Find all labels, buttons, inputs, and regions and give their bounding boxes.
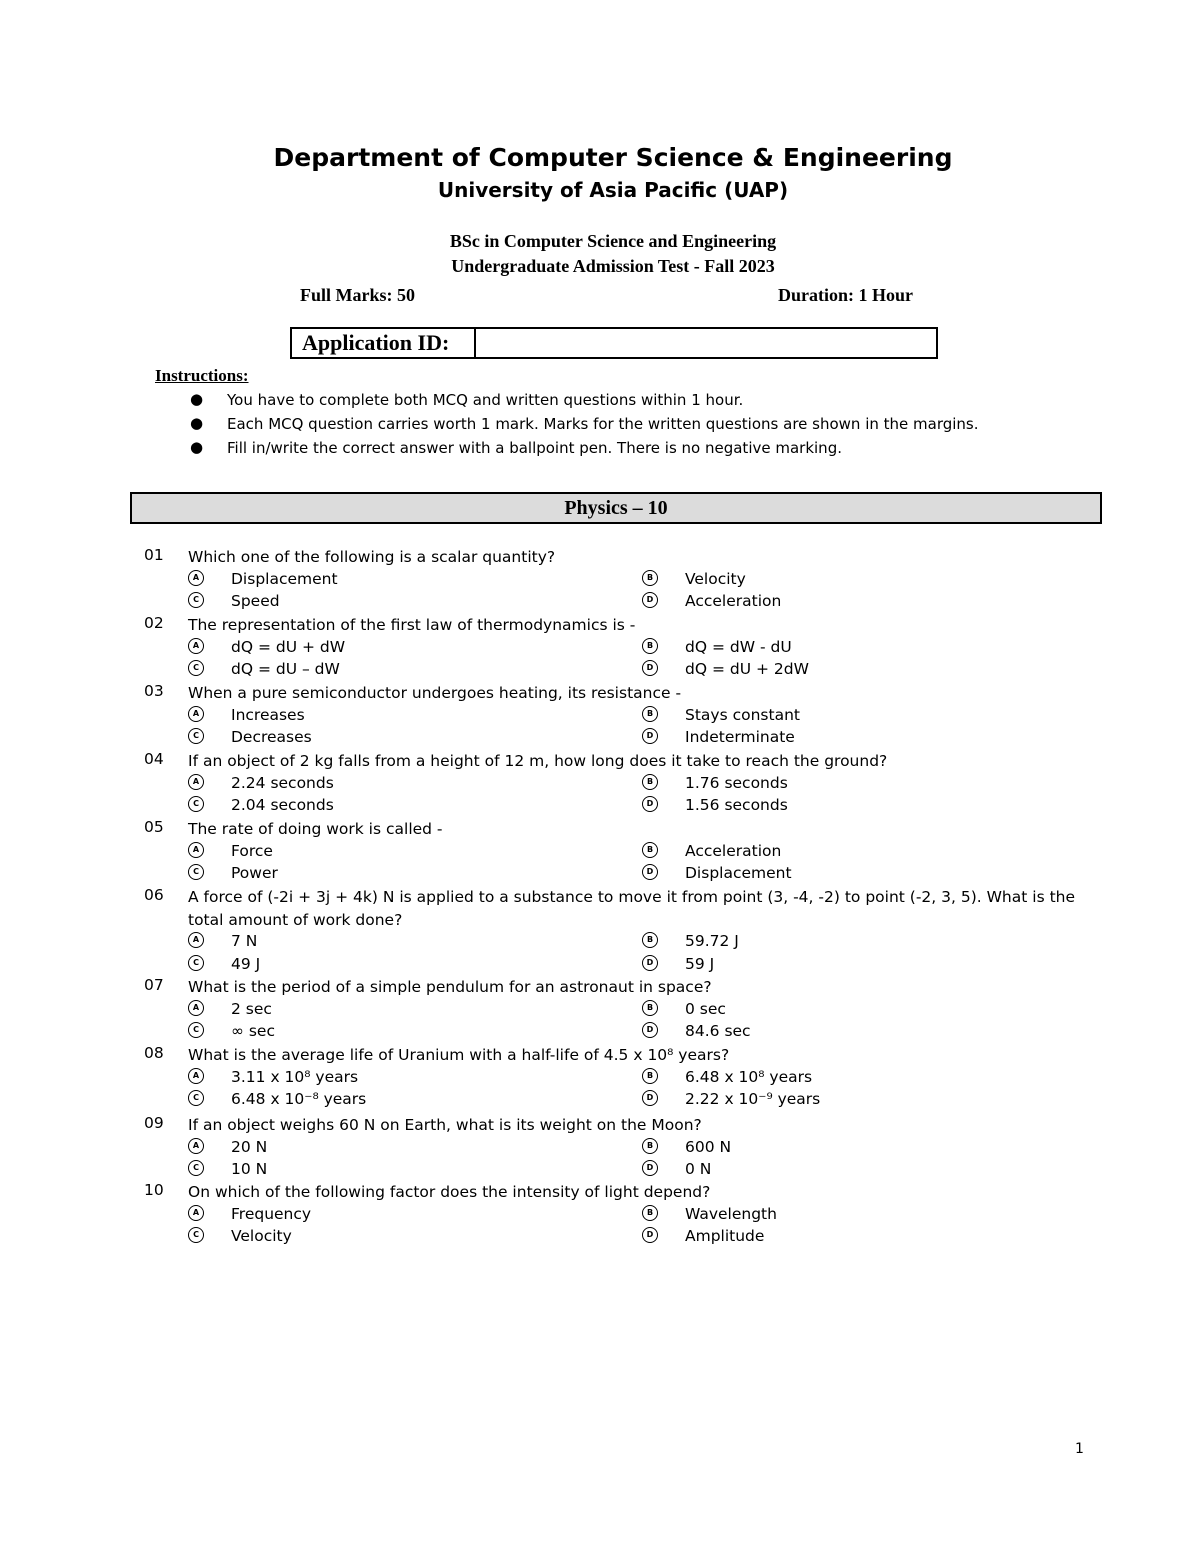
option-c-bubble[interactable]: C — [188, 728, 204, 744]
full-marks: Full Marks: 50 — [300, 285, 415, 305]
page-number: 1 — [1075, 1441, 1084, 1457]
option-text: 2.24 seconds — [231, 773, 334, 792]
question-number: 03 — [144, 682, 164, 700]
instruction-item: ● Fill in/write the correct answer with a ballpoint pen. There is no negative marking. — [190, 438, 842, 457]
option-text: Wavelength — [685, 1204, 777, 1223]
question-text: On which of the following factor does the intensity of light depend? — [188, 1183, 711, 1201]
option-text: dQ = dU + 2dW — [685, 660, 809, 679]
option-text: 1.76 seconds — [685, 773, 788, 792]
option-d-bubble[interactable]: D — [642, 592, 658, 608]
option-d-bubble[interactable]: D — [642, 1227, 658, 1243]
option-b-bubble[interactable]: B — [642, 774, 658, 790]
question-text: What is the period of a simple pendulum for an astronaut in space? — [188, 978, 712, 996]
instruction-item: ● Each MCQ question carries worth 1 mark. Marks for the written questions are shown in the margins. — [190, 414, 979, 433]
bullet-icon: ● — [190, 438, 204, 456]
question-number: 06 — [144, 886, 164, 904]
question-text: When a pure semiconductor undergoes heating, its resistance - — [188, 684, 682, 702]
option-text: 1.56 seconds — [685, 796, 788, 815]
option-text: Power — [231, 864, 278, 883]
question-number: 05 — [144, 818, 164, 836]
option-text: Acceleration — [685, 841, 782, 860]
university-title: University of Asia Pacific (UAP) — [437, 178, 789, 202]
question-text: The representation of the first law of thermodynamics is - — [188, 616, 636, 634]
option-b-bubble[interactable]: B — [642, 638, 658, 654]
option-text: 2.22 x 10⁻⁹ years — [685, 1090, 821, 1109]
option-text: 20 N — [231, 1137, 268, 1156]
option-a-bubble[interactable]: A — [188, 1138, 204, 1154]
program-title: BSc in Computer Science and Engineering — [449, 231, 777, 251]
question-number: 04 — [144, 750, 164, 768]
option-c-bubble[interactable]: C — [188, 660, 204, 676]
option-text: Velocity — [231, 1227, 292, 1246]
option-text: Frequency — [231, 1204, 312, 1223]
option-c-bubble[interactable]: C — [188, 955, 204, 971]
option-text: 2 sec — [231, 999, 272, 1018]
question-text: A force of (-2i + 3j + 4k) N is applied to a substance to move it from point (3, -4, -2) to point (-2, 3, 5). What is the total amount of work done? — [188, 888, 1076, 929]
question-number: 01 — [144, 546, 164, 564]
option-d-bubble[interactable]: D — [642, 1160, 658, 1176]
option-text: Displacement — [231, 569, 338, 588]
instruction-item: ● You have to complete both MCQ and written questions within 1 hour. — [190, 390, 744, 409]
question-number: 07 — [144, 976, 164, 994]
option-text: Increases — [231, 705, 305, 724]
option-text: 7 N — [231, 932, 258, 951]
option-text: 10 N — [231, 1160, 268, 1179]
option-c-bubble[interactable]: C — [188, 1160, 204, 1176]
application-id-box — [290, 327, 938, 359]
option-text: 59 J — [685, 954, 715, 973]
option-text: Decreases — [231, 728, 312, 747]
option-d-bubble[interactable]: D — [642, 728, 658, 744]
option-text: dQ = dU – dW — [231, 660, 340, 679]
option-text: 6.48 x 10⁻⁸ years — [231, 1090, 367, 1109]
option-a-bubble[interactable]: A — [188, 932, 204, 948]
option-d-bubble[interactable]: D — [642, 955, 658, 971]
option-a-bubble[interactable]: A — [188, 1068, 204, 1084]
option-c-bubble[interactable]: C — [188, 796, 204, 812]
bullet-icon: ● — [190, 414, 204, 432]
bullet-icon: ● — [190, 390, 204, 408]
duration: Duration: 1 Hour — [778, 285, 913, 305]
option-text: Speed — [231, 592, 280, 611]
option-c-bubble[interactable]: C — [188, 864, 204, 880]
question-number: 10 — [144, 1181, 164, 1199]
exam-title: Undergraduate Admission Test - Fall 2023 — [451, 256, 775, 276]
option-b-bubble[interactable]: B — [642, 932, 658, 948]
option-a-bubble[interactable]: A — [188, 1205, 204, 1221]
option-text: dQ = dW - dU — [685, 637, 792, 656]
option-text: ∞ sec — [231, 1022, 275, 1041]
option-text: Velocity — [685, 569, 746, 588]
option-d-bubble[interactable]: D — [642, 660, 658, 676]
option-text: Amplitude — [685, 1227, 765, 1246]
option-d-bubble[interactable]: D — [642, 1022, 658, 1038]
option-b-bubble[interactable]: B — [642, 1000, 658, 1016]
option-c-bubble[interactable]: C — [188, 1227, 204, 1243]
option-b-bubble[interactable]: B — [642, 1205, 658, 1221]
option-b-bubble[interactable]: B — [642, 1138, 658, 1154]
option-text: dQ = dU + dW — [231, 637, 346, 656]
option-text: 59.72 J — [685, 932, 739, 951]
option-text: Stays constant — [685, 705, 800, 724]
question-number: 08 — [144, 1044, 164, 1062]
application-id-field[interactable] — [476, 329, 936, 357]
option-text: Acceleration — [685, 592, 782, 611]
option-a-bubble[interactable]: A — [188, 1000, 204, 1016]
option-text: 6.48 x 10⁸ years — [685, 1067, 813, 1086]
option-c-bubble[interactable]: C — [188, 1090, 204, 1106]
question-number: 02 — [144, 614, 164, 632]
application-id-label: Application ID: — [292, 329, 476, 357]
option-text: 600 N — [685, 1137, 732, 1156]
question-text: What is the average life of Uranium with a half-life of 4.5 x 10⁸ years? — [188, 1046, 730, 1064]
option-c-bubble[interactable]: C — [188, 1022, 204, 1038]
option-c-bubble[interactable]: C — [188, 592, 204, 608]
option-a-bubble[interactable]: A — [188, 570, 204, 586]
question-text: If an object weighs 60 N on Earth, what is its weight on the Moon? — [188, 1116, 702, 1134]
question-number: 09 — [144, 1114, 164, 1132]
option-text: 2.04 seconds — [231, 796, 334, 815]
option-text: Indeterminate — [685, 728, 795, 747]
option-text: 3.11 x 10⁸ years — [231, 1067, 359, 1086]
instructions-title: Instructions: — [155, 366, 249, 385]
question-text: If an object of 2 kg falls from a height of 12 m, how long does it take to reach the ground? — [188, 752, 888, 770]
option-a-bubble[interactable]: A — [188, 774, 204, 790]
option-b-bubble[interactable]: B — [642, 1068, 658, 1084]
option-a-bubble[interactable]: A — [188, 638, 204, 654]
option-text: 0 N — [685, 1160, 712, 1179]
option-d-bubble[interactable]: D — [642, 796, 658, 812]
option-d-bubble[interactable]: D — [642, 864, 658, 880]
option-b-bubble[interactable]: B — [642, 570, 658, 586]
option-a-bubble[interactable]: A — [188, 842, 204, 858]
option-text: 49 J — [231, 954, 261, 973]
option-a-bubble[interactable]: A — [188, 706, 204, 722]
department-title: Department of Computer Science & Engineering — [273, 143, 953, 172]
section-header: Physics – 10 — [130, 492, 1102, 524]
question-text: The rate of doing work is called - — [188, 820, 443, 838]
option-b-bubble[interactable]: B — [642, 842, 658, 858]
option-text: 0 sec — [685, 999, 726, 1018]
question-text: Which one of the following is a scalar quantity? — [188, 548, 556, 566]
option-text: 84.6 sec — [685, 1022, 751, 1041]
option-text: Displacement — [685, 864, 792, 883]
option-d-bubble[interactable]: D — [642, 1090, 658, 1106]
option-text: Force — [231, 841, 273, 860]
option-b-bubble[interactable]: B — [642, 706, 658, 722]
